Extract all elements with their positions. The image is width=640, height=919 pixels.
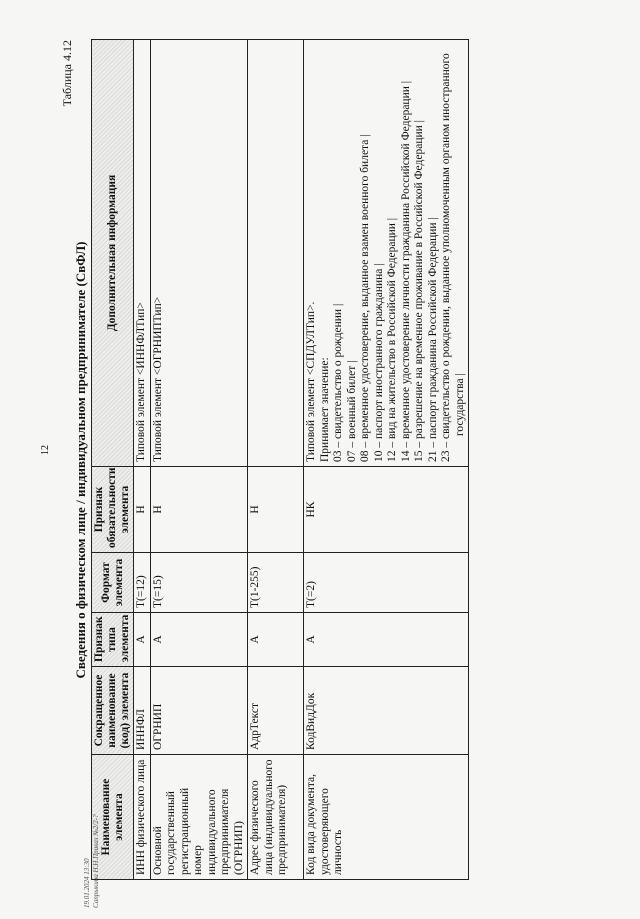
cell-type: А	[134, 613, 151, 667]
cell-code: ИННФЛ	[134, 667, 151, 755]
cell-info	[304, 40, 469, 467]
info-line: 12 – вид на жительство в Российской Федерации |	[386, 217, 398, 462]
cell-name: Основной государственный регистрационный номер индивидуального предпринимателя (ОГРНИП)	[150, 755, 248, 880]
info-line: Типовой элемент <ОГРНИПТип>	[151, 296, 164, 462]
table-title: Сведения о физическом лице / индивидуальном предпринимателе (СвФЛ)	[73, 241, 88, 679]
cell-required: Н	[248, 467, 304, 553]
cell-info	[248, 40, 304, 467]
info-line: 21 – паспорт гражданина Российской Федерации |	[426, 217, 439, 462]
info-line: 10 – паспорт иностранного гражданина |	[372, 263, 385, 462]
info-line: 23 – свидетельство о рождении, выданное уполномоченным органом иностранного государства |	[440, 53, 466, 462]
info-line: Типовой элемент <СПДУЛТип>.	[305, 301, 317, 462]
cell-format: Т(=12)	[134, 553, 151, 613]
page-number: 12	[40, 445, 51, 455]
cell-name: Адрес физического лица (индивидуального предпринимателя)	[248, 755, 304, 880]
info-line: Принимает значение:	[318, 357, 331, 462]
cell-info	[150, 40, 248, 467]
data-table	[91, 39, 469, 880]
cell-required: Н	[150, 467, 248, 553]
info-line: 03 – свидетельство о рождении |	[332, 303, 344, 462]
cell-info	[134, 40, 151, 467]
table-row	[150, 40, 248, 880]
table-row	[248, 40, 304, 880]
cell-format: Т(=2)	[304, 553, 469, 613]
info-line: Типовой элемент <ИННФЛТип>	[135, 302, 147, 462]
cell-name: Код вида документа, удостоверяющего личность	[304, 755, 469, 880]
header-element-name: Наименование элемента	[92, 755, 134, 880]
header-element-code: Сокращенное наименование (код) элемента	[92, 667, 134, 755]
table-row	[134, 40, 151, 880]
cell-type: А	[150, 613, 248, 667]
signature-stamp	[83, 814, 101, 908]
rotated-document	[60, 40, 565, 880]
header-element-type: Признак типа элемента	[92, 613, 134, 667]
cell-type: А	[248, 613, 304, 667]
stamp-line: 19.01.2024 13:30	[83, 858, 91, 908]
info-line: 08 – временное удостоверение, выданное взамен военного билета |	[359, 134, 371, 462]
info-line: 15 – разрешение на временное проживание в Российской Федерации |	[413, 120, 425, 462]
header-element-format: Формат элемента	[92, 553, 134, 613]
table-header-row	[92, 40, 134, 880]
cell-required: Н	[134, 467, 151, 553]
stamp-line: Сапрыкина Н.Н.Приказ №2/2-?	[92, 814, 100, 908]
cell-format: Т(1-255)	[248, 553, 304, 613]
table-row	[304, 40, 469, 880]
header-additional-info: Дополнительная информация	[92, 40, 134, 467]
cell-code: АдрТекст	[248, 667, 304, 755]
info-line: 14 – временное удостоверение личности гражданина Российской Федерации |	[399, 80, 412, 462]
cell-name: ИНН физического лица	[134, 755, 151, 880]
cell-code: ОГРНИП	[150, 667, 248, 755]
cell-code: КодВидДок	[304, 667, 469, 755]
header-element-required: Признак обязательности элемента	[92, 467, 134, 553]
info-line: 07 – военный билет |	[345, 360, 358, 462]
cell-type: А	[304, 613, 469, 667]
table-label: Таблица 4.12	[60, 40, 74, 107]
cell-required: НК	[304, 467, 469, 553]
cell-format: Т(=15)	[150, 553, 248, 613]
